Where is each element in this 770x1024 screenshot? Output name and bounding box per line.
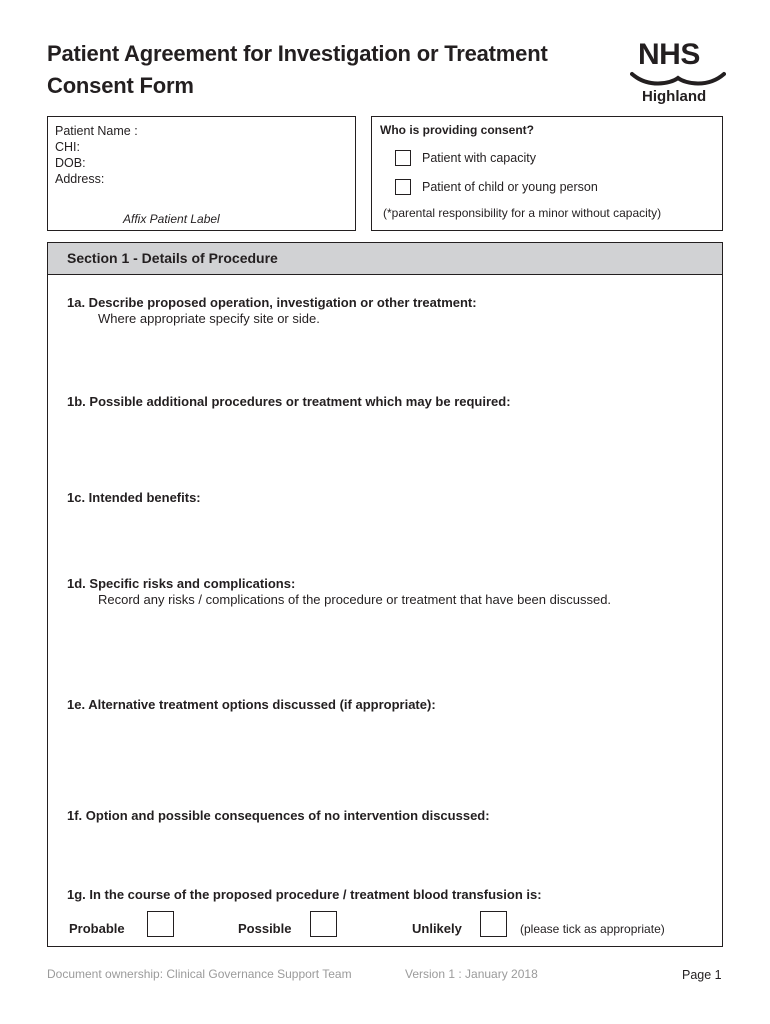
- item-1e: [67, 697, 436, 713]
- logo-swoosh-icon: [630, 70, 726, 88]
- probable-label: Probable: [69, 921, 125, 936]
- logo-highland-text: Highland: [642, 88, 707, 105]
- checkbox-patient-with-capacity[interactable]: [395, 150, 411, 166]
- page-title: [47, 38, 548, 102]
- item-1c-label: 1c. Intended benefits:: [67, 490, 201, 505]
- item-1c: [67, 490, 201, 506]
- page-number: Page 1: [682, 968, 722, 982]
- item-1b: [67, 394, 511, 410]
- item-1d-label: 1d. Specific risks and complications:: [67, 576, 296, 591]
- option-patient-with-capacity[interactable]: [395, 149, 536, 167]
- dob-label: DOB:: [55, 156, 86, 170]
- item-1f-label: 1f. Option and possible consequences of no intervention discussed:: [67, 808, 490, 823]
- checkbox-patient-of-child[interactable]: [395, 179, 411, 195]
- logo-nhs-text: NHS: [638, 38, 700, 71]
- tick-hint: (please tick as appropriate): [520, 922, 665, 936]
- option-label: Patient of child or young person: [422, 180, 598, 194]
- item-1d-sub: Record any risks / complications of the procedure or treatment that have been discussed.: [98, 592, 612, 607]
- patient-label-box: [47, 116, 356, 231]
- possible-label: Possible: [238, 921, 292, 936]
- nhs-highland-logo: [630, 40, 726, 110]
- option-patient-of-child[interactable]: [395, 178, 598, 196]
- affix-patient-label: Affix Patient Label: [123, 212, 220, 226]
- item-1b-label: 1b. Possible additional procedures or treatment which may be required:: [67, 394, 511, 409]
- consent-question: Who is providing consent?: [380, 123, 534, 137]
- probable-checkbox[interactable]: [147, 911, 174, 937]
- address-label: Address:: [55, 172, 105, 186]
- item-1a: [67, 295, 477, 327]
- item-1g: [67, 887, 542, 903]
- item-1d: [67, 576, 611, 608]
- unlikely-label: Unlikely: [412, 921, 462, 936]
- title-line-2: Consent Form: [47, 73, 194, 98]
- item-1e-label: 1e. Alternative treatment options discussed (if appropriate):: [67, 697, 436, 712]
- possible-checkbox[interactable]: [310, 911, 337, 937]
- footer-version: Version 1 : January 2018: [405, 967, 538, 981]
- item-1a-sub: Where appropriate specify site or side.: [98, 311, 320, 326]
- footer-ownership: Document ownership: Clinical Governance Support Team: [47, 967, 352, 981]
- item-1a-label: 1a. Describe proposed operation, investigation or other treatment:: [67, 295, 477, 310]
- unlikely-checkbox[interactable]: [480, 911, 507, 937]
- title-line-1: Patient Agreement for Investigation or Treatment: [47, 41, 548, 66]
- parental-note: (*parental responsibility for a minor without capacity): [383, 206, 662, 220]
- chi-label: CHI:: [55, 140, 80, 154]
- item-1f: [67, 808, 490, 824]
- section-1-box: [47, 242, 723, 947]
- consent-provider-box: [371, 116, 723, 231]
- patient-name-label: Patient Name :: [55, 124, 138, 138]
- transfusion-tick-row: [48, 911, 722, 941]
- item-1g-label: 1g. In the course of the proposed procedure / treatment blood transfusion is:: [67, 887, 542, 902]
- section-1-header: [48, 243, 722, 275]
- option-label: Patient with capacity: [422, 151, 536, 165]
- section-1-title: Section 1 - Details of Procedure: [67, 250, 278, 266]
